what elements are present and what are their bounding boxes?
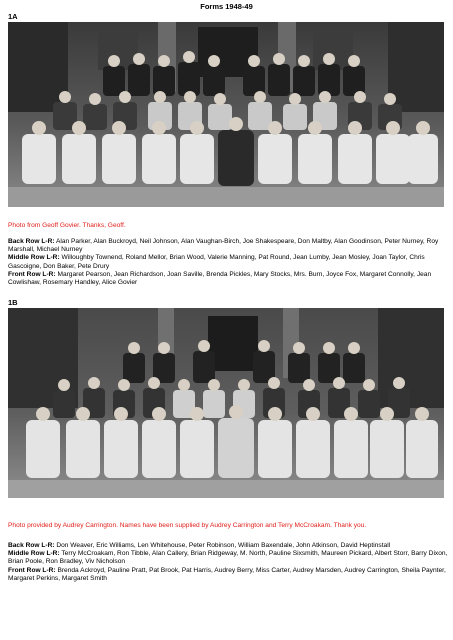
row-names: Alan Parker, Alan Buckroyd, Neil Johnson, Alan Vaughan-Birch, Joe Shakespeare, Don Maltby, Alan Goodinson, Peter Nurney, Roy Marshall, Michael Nurney <box>8 238 439 254</box>
front-row-1b <box>8 567 448 583</box>
back-row-1a <box>8 238 448 254</box>
page-title: Forms 1948-49 <box>200 2 253 11</box>
row-label: Back Row L-R: <box>8 238 55 245</box>
back-row-1b <box>8 542 448 550</box>
row-names: Willoughby Townend, Roland Mellor, Brian Wood, Valerie Manning, Pat Round, Jean Lumby, Jean Mosley, Joan Taylor, Chris Gascoigne, Don Baker, Pete Drury <box>8 254 425 270</box>
middle-row-1b <box>8 550 448 566</box>
row-label: Front Row L-R: <box>8 270 56 278</box>
row-names: Terry McCroakam, Ron Tibble, Alan Callery, Brian Ridgeway, M. North, Pauline Sixsmith, Maureen Pickard, Albert Storr, Barry Dixon, Brian Poole, Ron Bradley, Viv Nicholson <box>8 550 448 566</box>
names-list-1a <box>8 238 448 287</box>
photo-credit-1a: Photo from Geoff Govier. Thanks, Geoff. <box>8 222 126 229</box>
row-label: Back Row L-R: <box>8 542 55 549</box>
row-names: Don Weaver, Eric Williams, Len Whitehouse, Peter Robinson, William Baxendale, John Atkinson, David Heptinstall <box>56 542 391 549</box>
form-label-1b: 1B <box>8 298 18 307</box>
names-list-1b <box>8 542 448 583</box>
front-row-1a <box>8 271 448 287</box>
row-names: Margaret Pearson, Jean Richardson, Joan Saville, Brenda Pickles, Mary Stocks, Mrs. Burn, Joyce Fox, Margaret Connolly, Jean Cowlishaw, Rosemary Handley, Alice Govier <box>8 270 432 287</box>
middle-row-1a <box>8 254 448 270</box>
row-names: Brenda Ackroyd, Pauline Pratt, Pat Brook, Pat Harris, Audrey Berry, Miss Carter, Audrey Marsden, Audrey Carrington, Sheila Paynter, Margaret Perkins, Margaret Smith <box>8 566 446 582</box>
class-photo-1a-image <box>8 22 444 207</box>
class-photo-1b <box>8 308 444 498</box>
class-photo-1b-image <box>8 308 444 498</box>
row-label: Middle Row L-R: <box>8 550 60 558</box>
row-label: Middle Row L-R: <box>8 254 60 262</box>
form-label-1a: 1A <box>8 12 18 21</box>
class-photo-1a <box>8 22 444 207</box>
photo-credit-1b: Photo provided by Audrey Carrington. Names have been supplied by Audrey Carrington and Terry McCroakam. Thank you. <box>8 522 367 529</box>
row-label: Front Row L-R: <box>8 566 56 574</box>
